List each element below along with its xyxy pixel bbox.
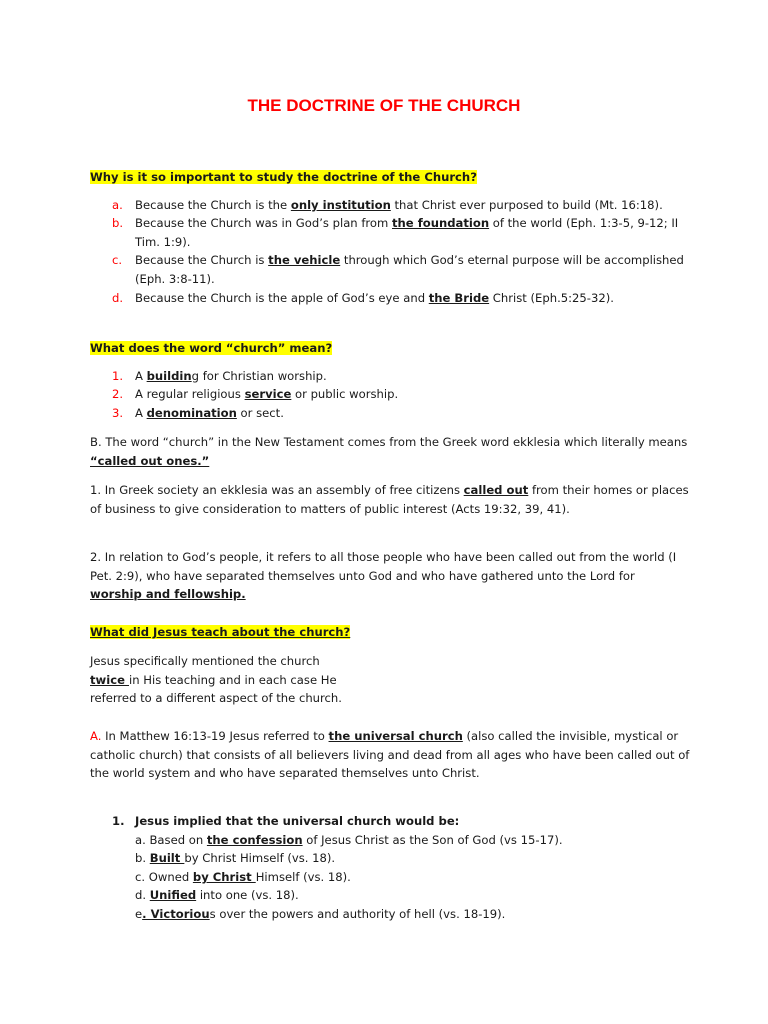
paragraph-universal-church: A. In Matthew 16:13-19 Jesus referred to the universal church (also called the invisible, mystical or catholic church) that consists of all believers living and dead from all ages who have been called out of the world system and who have separated themselves unto Christ. (90, 729, 690, 781)
section-jesus-teaching (90, 623, 690, 642)
underlined-term: by Christ (192, 869, 256, 884)
underlined-term: . Victoriou (142, 906, 210, 921)
highlighted-heading: What does the word “church” mean? (90, 341, 333, 355)
underlined-term: Unified (149, 888, 197, 903)
list-marker: a. (112, 197, 123, 212)
underlined-term: Built (149, 851, 185, 866)
list-marker: c. (112, 253, 123, 268)
underlined-term: the confession (206, 832, 303, 847)
paragraph-greek-society: 1. In Greek society an ekklesia was an assembly of free citizens called out from their homes or places of business to give consideration to matters of public interest (Acts 19:32, 39, 41). (90, 483, 689, 516)
underlined-term: called out (463, 483, 529, 497)
paragraph-gods-people: 2. In relation to God’s people, it refers to all those people who have been called out from the world (I Pet. 2:9), who have separated themselves unto God and who have gathered unto the Lord for worship and fellowship. (90, 550, 677, 602)
page-title: THE DOCTRINE OF THE CHURCH (247, 96, 521, 115)
sub-item: b. Built by Christ Himself (vs. 18). (135, 851, 336, 866)
paragraph-intro: Jesus specifically mentioned the church twice in His teaching and in each case He referred to a different aspect of the church. (90, 654, 342, 706)
meanings-list (90, 367, 690, 423)
list-item: c. Because the Church is the vehicle through which God’s eternal purpose will be accomplished (Eph. 3:8-11). (112, 253, 684, 286)
list-item: 1. A building for Christian worship. (90, 367, 690, 386)
underlined-term: twice (90, 672, 129, 687)
point-heading: Jesus implied that the universal church would be: (135, 814, 460, 828)
sub-item: a. Based on the confession of Jesus Christ as the Son of God (vs 15-17). (135, 832, 563, 847)
list-item: 3. A denomination or sect. (90, 404, 690, 423)
section-implied-points (90, 812, 690, 924)
underlined-term: service (244, 387, 292, 402)
sub-item: e. Victorious over the powers and authority of hell (vs. 18-19). (135, 906, 506, 921)
paragraph-greek-word: B. The word “church” in the New Testament comes from the Greek word ekklesia which literally means “called out ones.” (90, 435, 688, 468)
list-item: a. Because the Church is the only institution that Christ ever purposed to build (Mt. 16:18). (90, 196, 690, 215)
underlined-term: the Bride (428, 290, 490, 305)
list-marker: 3. (112, 405, 124, 420)
underlined-term: the vehicle (268, 253, 341, 268)
underlined-term: the foundation (392, 216, 490, 231)
underlined-term: denomination (146, 405, 237, 420)
underlined-term: only institution (290, 197, 391, 212)
paragraph-marker: A. (90, 729, 102, 743)
list-item: d. Because the Church is the apple of God’s eye and the Bride Christ (Eph.5:25-32). (90, 289, 690, 308)
underlined-term: the universal church (328, 729, 463, 743)
section-heading (90, 168, 690, 187)
section-heading (90, 623, 690, 642)
list-marker: 1. (112, 814, 125, 828)
list-item: 2. A regular religious service or public worship. (90, 385, 690, 404)
highlighted-heading: What did Jesus teach about the church? (90, 625, 351, 639)
underlined-term: worship and fellowship. (90, 587, 246, 602)
section-meaning (90, 339, 690, 422)
sub-item: d. Unified into one (vs. 18). (135, 888, 299, 903)
sub-item: c. Owned by Christ Himself (vs. 18). (135, 869, 351, 884)
section-heading (90, 339, 690, 358)
highlighted-heading: Why is it so important to study the doctrine of the Church? (90, 170, 477, 184)
list-item (90, 812, 690, 924)
points-list (90, 812, 690, 924)
section-importance (90, 168, 690, 307)
reasons-list (90, 196, 690, 308)
list-marker: d. (112, 290, 124, 305)
underlined-term: buildin (146, 368, 192, 383)
list-item: b. Because the Church was in God’s plan from the foundation of the world (Eph. 1:3-5, 9-12; II Tim. 1:9). (112, 216, 679, 249)
list-marker: 1. (112, 368, 124, 383)
list-marker: 2. (112, 387, 124, 402)
list-marker: b. (112, 216, 124, 231)
underlined-term: “called out ones.” (90, 453, 210, 468)
